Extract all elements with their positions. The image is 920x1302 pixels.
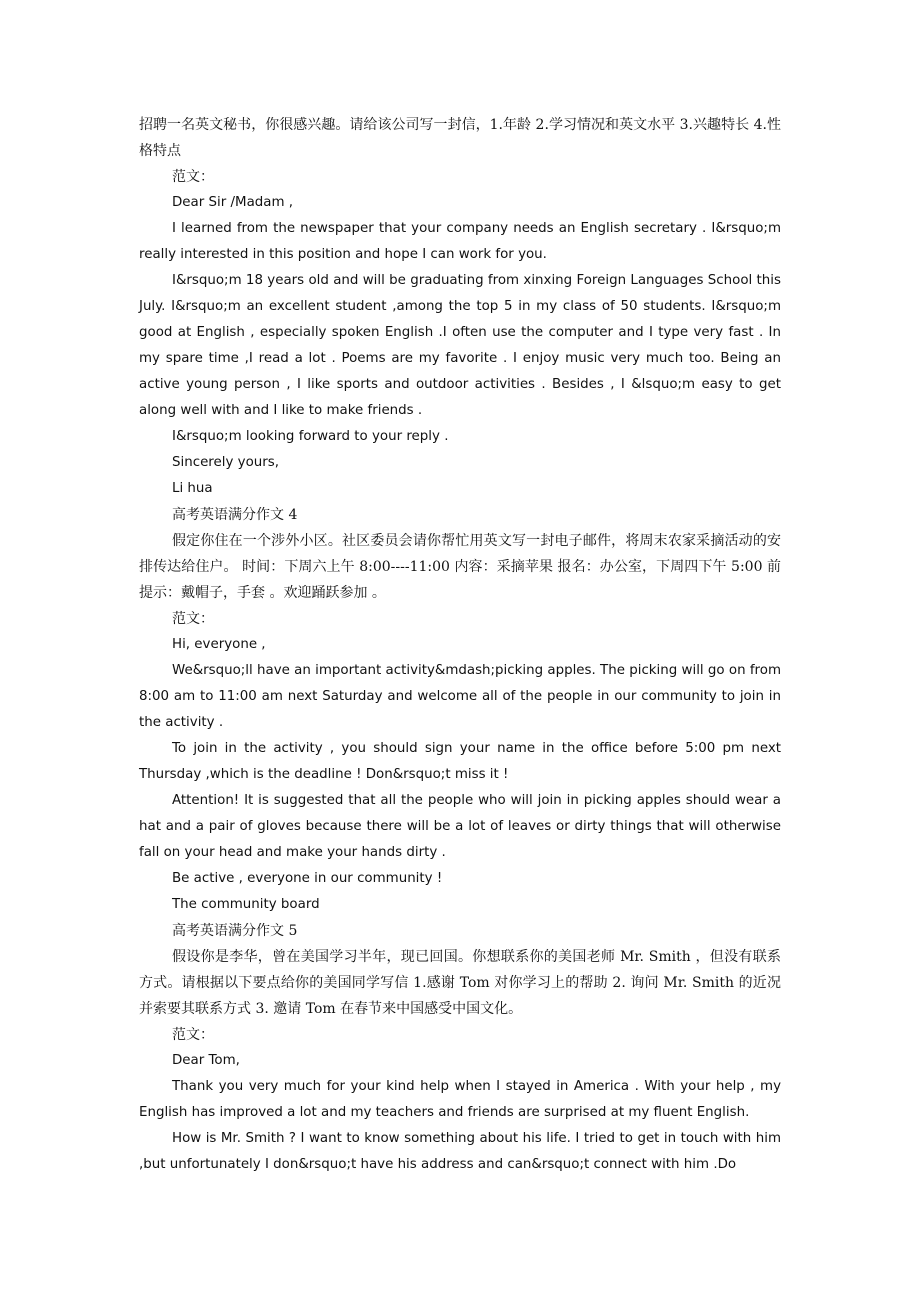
prompt-paragraph: 假设你是李华，曾在美国学习半年，现已回国。你想联系你的美国老师 Mr. Smith ，但没有联系方式。请根据以下要点给你的美国同学写信 1.感谢 Tom 对你学习上的帮助 2. 询问 Mr. Smith 的近况并索要其联系方式 3. 邀请 Tom 在春节来中国感受中国文化。 <box>139 949 781 1017</box>
prompt-paragraph: 假定你住在一个涉外小区。社区委员会请你帮忙用英文写一封电子邮件，将周末农家采摘活动的安排传达给住户。 时间：下周六上午 8:00----11:00 内容：采摘苹果 报名：办公室，下周四下午 5:00 前 提示：戴帽子，手套 。欢迎踊跃参加 。 <box>139 533 781 601</box>
email-salutation: Hi, everyone , <box>172 637 266 652</box>
letter-paragraph: I learned from the newspaper that your company needs an English secretary . I&rsquo;m really interested in this position and hope I can work for you. <box>139 221 781 262</box>
letter-paragraph: How is Mr. Smith ? I want to know something about his life. I tried to get in touch with him ,but unfortunately I don&rsquo;t have his address and can&rsquo;t connect with him .Do <box>139 1131 781 1172</box>
email-paragraph: To join in the activity , you should sign your name in the office before 5:00 pm next Thursday ,which is the deadline ! Don&rsquo;t miss it ! <box>139 741 781 782</box>
email-paragraph: Attention! It is suggested that all the people who will join in picking apples should wear a hat and a pair of gloves because there will be a lot of leaves or dirty things that will otherwise fall on your head and make your hands dirty . <box>139 793 781 860</box>
email-paragraph: We&rsquo;ll have an important activity&mdash;picking apples. The picking will go on from 8:00 am to 11:00 am next Saturday and welcome all of the people in our community to join in the activity . <box>139 663 781 730</box>
sample-label: 范文： <box>172 611 214 627</box>
sample-label: 范文： <box>172 169 214 185</box>
letter-salutation: Dear Tom, <box>172 1053 240 1068</box>
section-heading: 高考英语满分作文 5 <box>172 923 298 939</box>
sample-label: 范文： <box>172 1027 214 1043</box>
letter-signature: Li hua <box>172 481 213 496</box>
letter-paragraph: I&rsquo;m looking forward to your reply . <box>172 429 449 444</box>
document-body <box>139 112 781 1178</box>
prompt-paragraph: 招聘一名英文秘书，你很感兴趣。请给该公司写一封信，1.年龄 2.学习情况和英文水平 3.兴趣特长 4.性格特点 <box>139 117 781 159</box>
email-paragraph: Be active , everyone in our community ! <box>172 871 443 886</box>
section-heading: 高考英语满分作文 4 <box>172 507 298 523</box>
letter-paragraph: Thank you very much for your kind help when I stayed in America . With your help , my English has improved a lot and my teachers and friends are surprised at my fluent English. <box>139 1079 781 1120</box>
letter-salutation: Dear Sir /Madam , <box>172 195 294 210</box>
letter-closing: Sincerely yours, <box>172 455 280 470</box>
email-signature: The community board <box>172 897 320 912</box>
letter-paragraph: I&rsquo;m 18 years old and will be graduating from xinxing Foreign Languages School this July. I&rsquo;m an excellent student ,among the top 5 in my class of 50 students. I&rsquo;m good at English , especially spoken English .I often use the computer and I type very fast . In my spare time ,I read a lot . Poems are my favorite . I enjoy music very much too. Being an active young person , I like sports and outdoor activities . Besides , I &lsquo;m easy to get along well with and I like to make friends . <box>139 273 781 418</box>
